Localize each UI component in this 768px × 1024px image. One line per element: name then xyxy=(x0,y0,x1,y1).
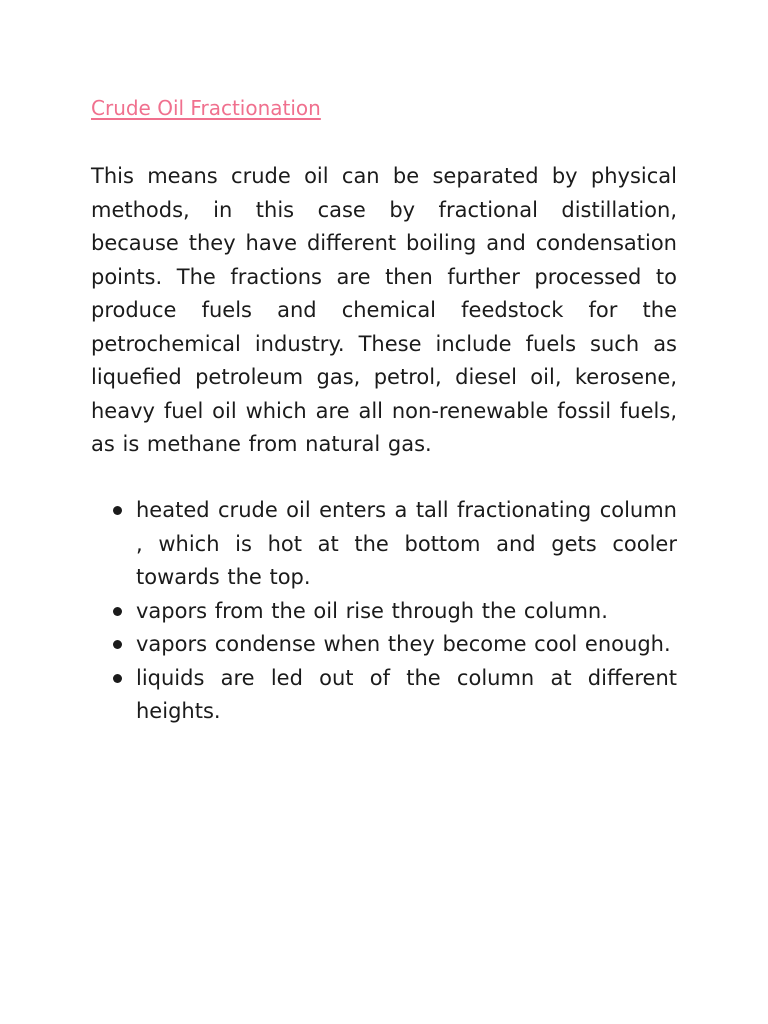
document-title: Crude Oil Fractionation xyxy=(91,96,321,120)
list-item xyxy=(91,662,677,729)
bullet-icon xyxy=(113,640,122,649)
list-item xyxy=(91,628,677,662)
list-item xyxy=(91,595,677,629)
list-item-text: vapors condense when they become cool enough. xyxy=(136,632,671,656)
process-steps-list xyxy=(91,494,677,729)
bullet-icon xyxy=(113,607,122,616)
list-item-text: liquids are led out of the column at different heights. xyxy=(136,665,677,723)
list-item-text: heated crude oil enters a tall fractionating column , which is hot at the bottom and gets cooler towards the top. xyxy=(136,498,677,589)
list-item-text: vapors from the oil rise through the column. xyxy=(136,598,608,623)
intro-paragraph: This means crude oil can be separated by physical methods, in this case by fractional distillation, because they have different boiling and condensation points. The fractions are then further processed to produce fuels and chemical feedstock for the petrochemical industry. These include fuels such as liquefied petroleum gas, petrol, diesel oil, kerosene, heavy fuel oil which are all non-renewable fossil fuels, as is methane from natural gas. xyxy=(91,164,677,456)
bullet-icon xyxy=(113,674,122,683)
list-item xyxy=(91,494,677,595)
bullet-icon xyxy=(113,506,122,515)
